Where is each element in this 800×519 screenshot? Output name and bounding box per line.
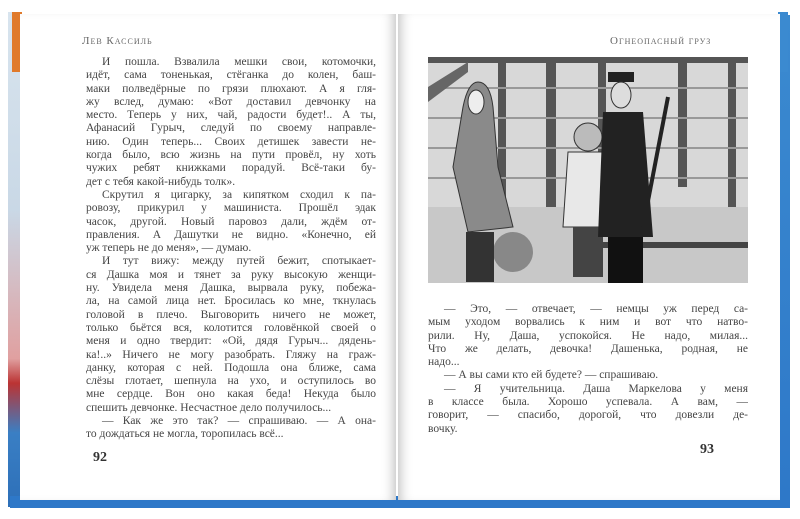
text-line: надо... xyxy=(428,356,460,369)
text-line: И тут вижу: между путей бежит, спотыкает- xyxy=(102,255,376,268)
text-line: ровозу, прикурил у машиниста. Прошёл эдак xyxy=(86,202,376,215)
text-line: мне сердце. Вон оно какая беда! Некуда было xyxy=(86,388,376,401)
text-line: данку, которая с ней. Подошла она ближе, сама xyxy=(86,361,376,374)
text-line: слёзы глотает, шепнула на ухо, и оступилось во xyxy=(86,375,376,388)
text-line: ну. Увидела меня Дашка, вырвала руку, побежа- xyxy=(86,282,376,295)
right-page-text xyxy=(428,303,748,436)
text-line: Что же делать, девочка! Дашенька, родная, не xyxy=(428,342,748,355)
text-line: ся Дашка моя и тянет за руку высокую женщи- xyxy=(86,268,376,281)
text-line: — Я учительница. Даша Маркелова у меня xyxy=(444,382,748,395)
text-line: — Как же это так? — спрашиваю. — А она- xyxy=(102,415,376,428)
text-line: — Это, — отвечает, — немцы уж перед са- xyxy=(444,303,748,315)
left-page-text xyxy=(86,56,376,442)
running-head-author: Лев Кассиль xyxy=(82,35,153,47)
text-line: меня и одно твердит: «Ой, дядя Гурыч... дядень- xyxy=(86,335,376,348)
text-line: идёт, сама тоненькая, стёганка до колен, баш- xyxy=(86,69,376,82)
page-number-right: 93 xyxy=(700,442,714,457)
text-line: место. Теперь у них, чай, радости будет!.. А ты, xyxy=(86,109,376,122)
text-line: спешить девчонке. Несчастное дело получилось... xyxy=(86,401,332,414)
text-line: маки полведёрные по грязи плюхают. А я гля- xyxy=(86,82,376,95)
text-line: нию. Один теперь... Своих детишек завести не- xyxy=(86,135,376,148)
text-line: ла, на самой лица нет. Бросилась ко мне, ткнулась xyxy=(86,295,376,308)
text-line: мым уходом ворвались к ним и вот что натво- xyxy=(428,316,748,329)
text-line: И пошла. Взвалила мешки свои, котомочки, xyxy=(102,56,376,68)
text-line: когда было, всю жизнь на пути провёл, ну хоть xyxy=(86,149,376,162)
text-line: только бьётся вся, колотится головёнкой своей о xyxy=(86,321,376,334)
text-line: Афанасий Гурыч, следуй по своему направле- xyxy=(86,122,376,135)
text-line: то дождаться не могла, торопилась всё... xyxy=(86,428,284,441)
text-line: головой в плечо. Выговорить ничего не может, xyxy=(86,308,376,321)
running-head-title: Огнеопасный груз xyxy=(610,35,712,47)
text-line: дет с тебя какой-нибудь толк». xyxy=(86,175,236,188)
text-line: — А вы сами кто ей будете? — спрашиваю. xyxy=(444,369,659,382)
text-line: жу вслед, думаю: «Вот доставил девчонку на xyxy=(86,95,376,108)
text-line: рили. Ну, Даша, успокойся. Не надо, милая... xyxy=(428,329,748,342)
text-line: ка!..» Ничего не могу разобрать. Гляжу на граж- xyxy=(86,348,376,361)
text-line: часок, другой. Новый паровоз дали, ждём от- xyxy=(86,215,376,228)
text-line: говорит, — спасибо, дорогой, что довезли де- xyxy=(428,409,748,422)
text-line: уж теперь не до меня», — думаю. xyxy=(86,242,252,255)
text-line: в классе была. Хорошо успевала. А вам, — xyxy=(428,396,748,409)
text-line: Скрутил я цигарку, за кипятком сходил к па- xyxy=(102,188,376,201)
book-cover-edge-left xyxy=(8,12,20,507)
text-line: правления. А Дашутки не видно. «Конечно, ей xyxy=(86,228,376,241)
text-line: вочку. xyxy=(428,422,458,435)
text-line: чужих ребят книжками порадуй. Всё-таки бу- xyxy=(86,162,376,175)
page-number-left: 92 xyxy=(93,450,107,465)
illustration-station-scene xyxy=(428,57,748,283)
